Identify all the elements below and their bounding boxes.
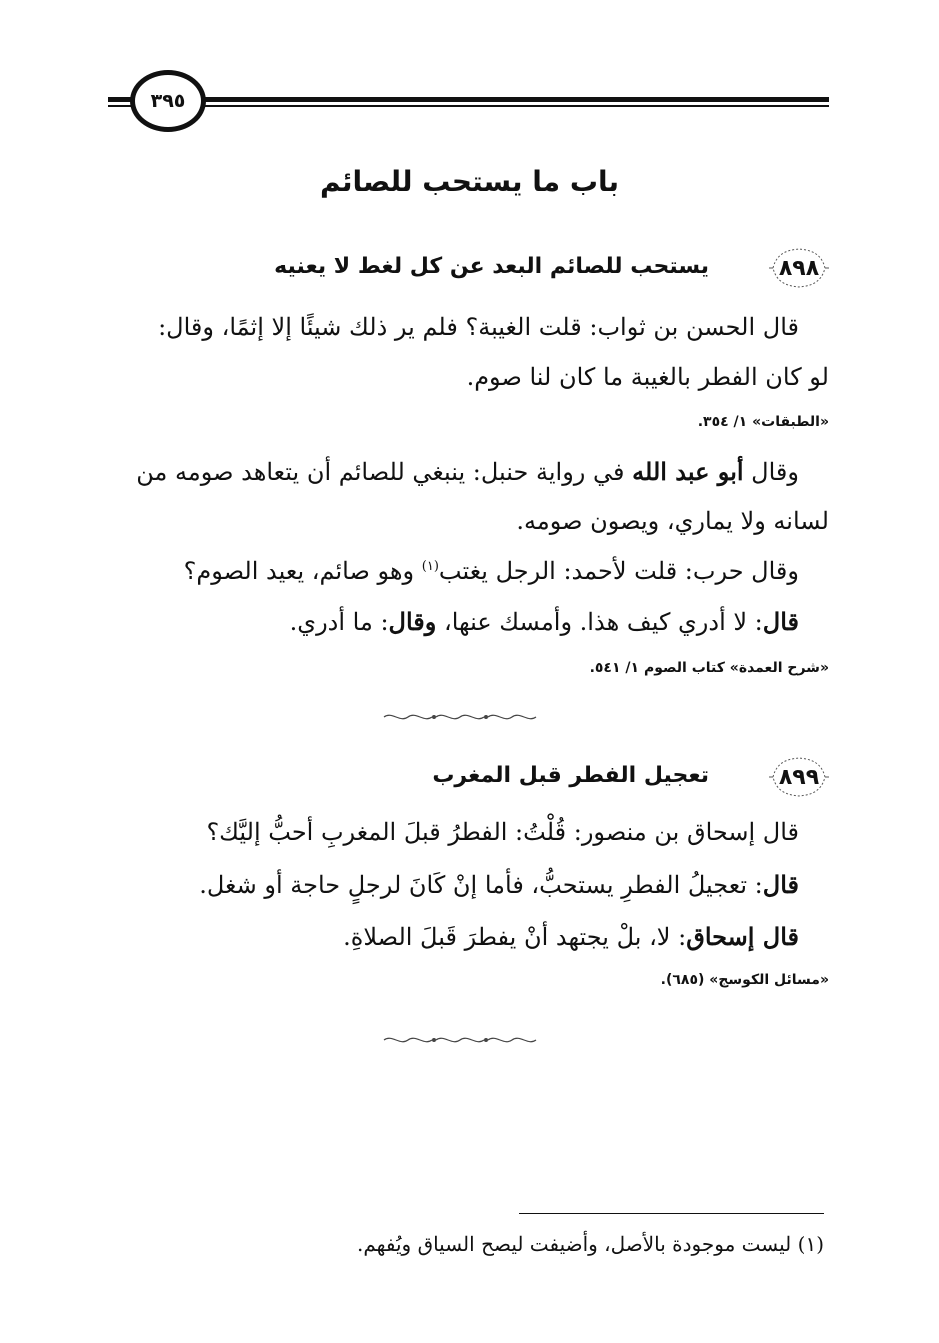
text-line: وقال حرب: قلت لأحمد: الرجل يغتب$^{(١)}$ وهو صائم، يعيد الصوم؟ [183,557,799,585]
page-number-badge [130,70,206,132]
footnote-marker[interactable]: (١) [421,559,439,574]
source-reference: «شرح العمدة» كتاب الصوم ١/ ٥٤١. [589,660,829,676]
text-line: قال إسحاق: لا، بلْ يجتهد أنْ يفطرَ قَبلَ الصلاةِ. [343,922,799,951]
chapter-title: باب ما يستحب للصائم [319,165,620,198]
footnote-number: (١) [797,1232,824,1256]
footnote [357,1232,824,1256]
section-number-badge [767,755,831,799]
source-reference: «الطبقات» ١/ ٣٥٤. [697,414,829,430]
section-title: يستحب للصائم البعد عن كل لغط لا يعنيه [274,254,709,279]
text-line: لو كان الفطر بالغيبة ما كان لنا صوم. [466,363,829,391]
text-line: وقال أبو عبد الله في رواية حنبل: ينبغي للصائم أن يتعاهد صومه من [136,457,799,486]
ornament-divider-icon [380,710,540,724]
name-highlight: أبو عبد الله [632,457,744,486]
source-reference: «مسائل الكوسج» (٦٨٥). [660,972,829,988]
section-number-badge [767,246,831,290]
text-line: قال الحسن بن ثواب: قلت الغيبة؟ فلم ير ذلك شيئًا إلا إثمًا، وقال: [158,313,799,341]
section-title: تعجيل الفطر قبل المغرب [432,763,709,788]
text-line: قال: تعجيلُ الفطرِ يستحبُّ، فأما إنْ كَانَ لرجلٍ حاجة أو شغل. [199,870,799,899]
footnote-rule [519,1213,824,1214]
page-number: ٣٩٥ [150,90,186,112]
text-line: قال: لا أدري كيف هذا. وأمسك عنها، وقال: ما أدري. [289,607,799,636]
section-number: ٨٩٩ [778,764,820,790]
text-line: قال إسحاق بن منصور: قُلْتُ: الفطرُ قبلَ المغربِ أحبُّ إليَّك؟ [206,818,799,846]
header-rule [108,97,829,107]
ornament-divider-icon [380,1033,540,1047]
section-number: ٨٩٨ [778,255,820,281]
text-line: لسانه ولا يماري، ويصون صومه. [516,507,829,535]
footnote-text: ليست موجودة بالأصل، وأضيفت ليصح السياق ويُفهم. [356,1232,792,1256]
